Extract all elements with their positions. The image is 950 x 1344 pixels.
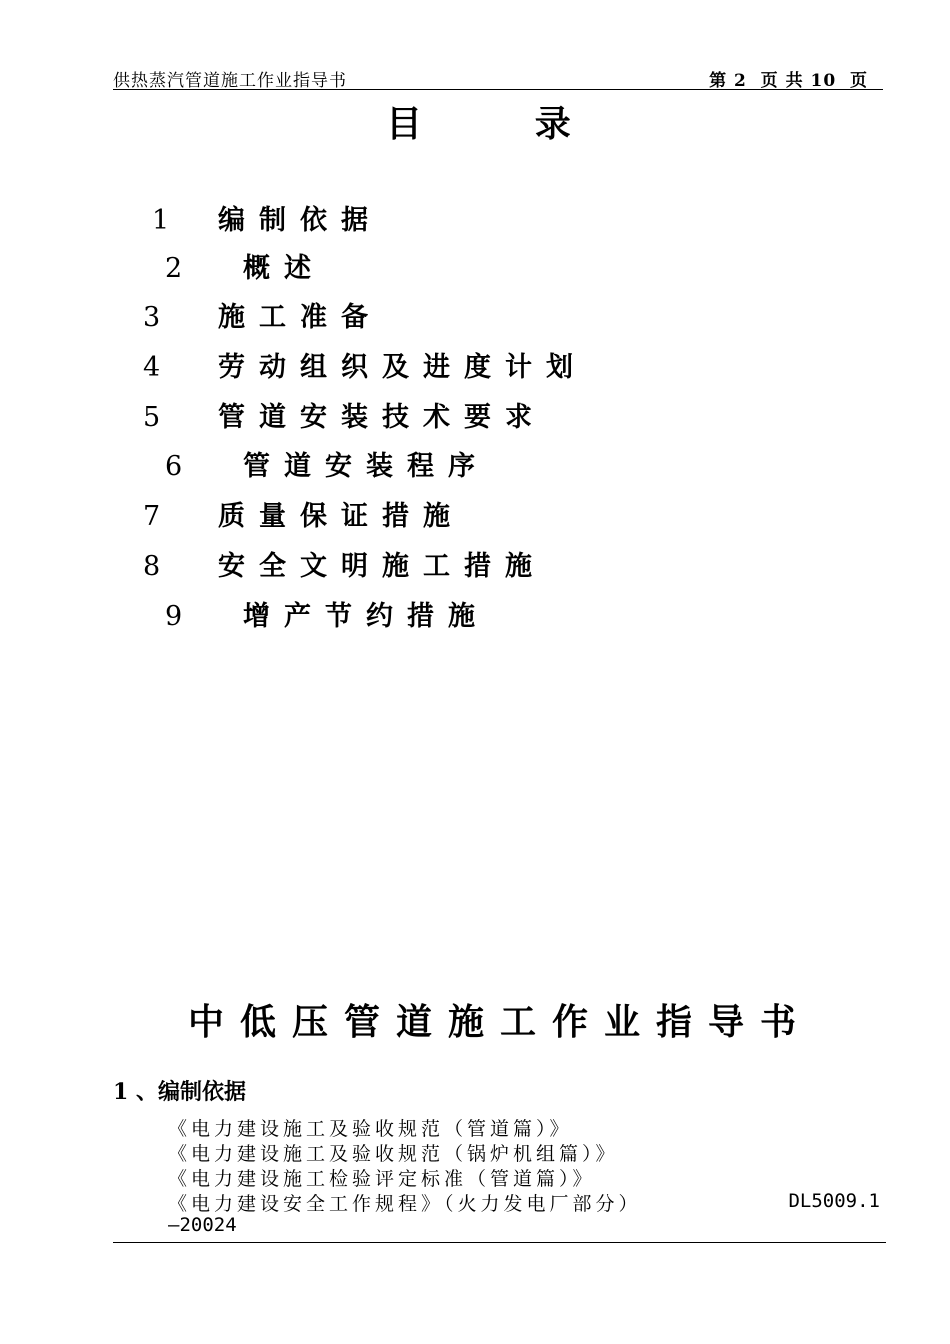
toc-item-label: 编制依据 bbox=[218, 205, 382, 236]
toc-item-number: 9 bbox=[165, 601, 183, 632]
toc-title: 目 录 bbox=[386, 103, 571, 145]
toc-item-label: 施工准备 bbox=[218, 302, 382, 333]
document-title: 中低压管道施工作业指导书 bbox=[188, 1001, 813, 1043]
toc-item-number: 6 bbox=[165, 451, 183, 482]
toc-item-label: 安全文明施工措施 bbox=[218, 551, 546, 582]
reference-item: 《电力建设施工及验收规范（锅炉机组篇）》 bbox=[168, 1143, 619, 1165]
toc-item-label: 概述 bbox=[243, 253, 325, 284]
reference-item: 《电力建设安全工作规程》（火力发电厂部分） bbox=[168, 1193, 642, 1215]
header-rule bbox=[113, 89, 883, 90]
footer-rule bbox=[113, 1242, 886, 1243]
toc-item-number: 2 bbox=[165, 253, 183, 284]
header-page-info: 第 2 页 共 10 页 bbox=[709, 71, 868, 91]
toc-item-number: 7 bbox=[143, 501, 161, 532]
toc-item-number: 5 bbox=[143, 402, 161, 433]
toc-item-number: 8 bbox=[143, 551, 161, 582]
toc-item-label: 增产节约措施 bbox=[243, 601, 489, 632]
toc-item-label: 质量保证措施 bbox=[218, 501, 464, 532]
header-document-name: 供热蒸汽管道施工作业指导书 bbox=[113, 71, 347, 91]
toc-item-label: 管道安装程序 bbox=[243, 451, 489, 482]
toc-item-number: 4 bbox=[143, 352, 161, 383]
toc-item-label: 管道安装技术要求 bbox=[218, 402, 546, 433]
reference-item: 《电力建设施工检验评定标准（管道篇）》 bbox=[168, 1168, 596, 1190]
section-heading: 1 、编制依据 bbox=[113, 1079, 246, 1105]
reference-standard-code: DL5009.1 bbox=[788, 1190, 880, 1212]
toc-item-number: 1 bbox=[152, 205, 170, 236]
reference-item: 《电力建设施工及验收规范（管道篇）》 bbox=[168, 1118, 573, 1140]
toc-item-number: 3 bbox=[143, 302, 161, 333]
toc-item-label: 劳动组织及进度计划 bbox=[218, 352, 587, 383]
reference-standard-code-continued: —20024 bbox=[168, 1214, 237, 1236]
